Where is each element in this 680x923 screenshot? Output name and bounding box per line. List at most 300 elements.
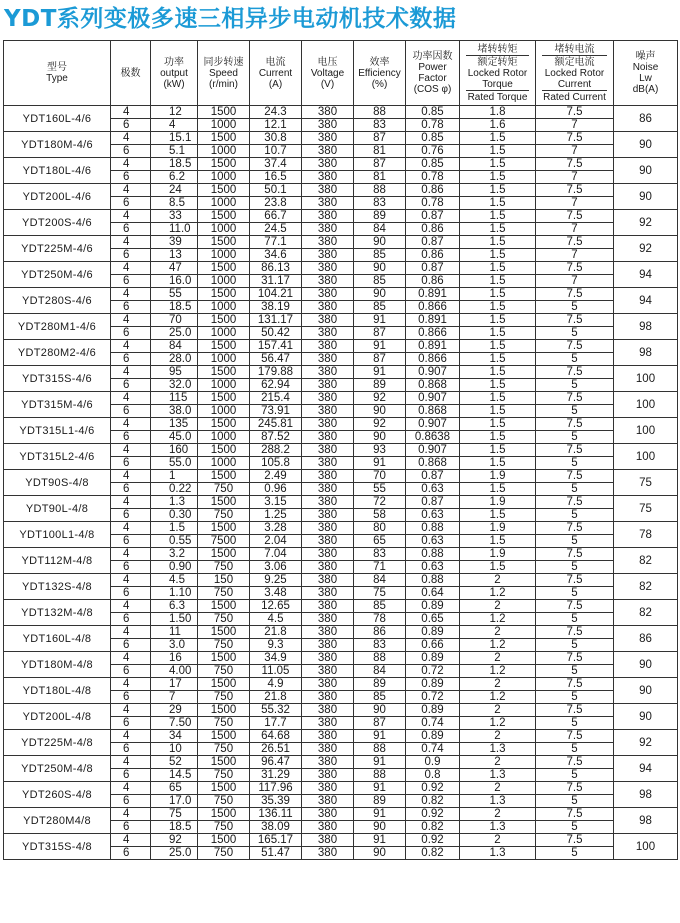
poles-cell: 4 (111, 210, 151, 223)
voltage-cell: 380 (302, 184, 354, 197)
current-ratio-cell: 7.5 (536, 678, 614, 691)
power-factor-cell: 0.89 (406, 600, 460, 613)
power-factor-cell: 0.64 (406, 587, 460, 600)
torque-ratio-cell: 2 (460, 652, 536, 665)
efficiency-cell: 91 (354, 340, 406, 353)
output-cell: 17.0 (151, 795, 198, 808)
poles-cell: 6 (111, 457, 151, 470)
voltage-cell: 380 (302, 769, 354, 782)
table-row (4, 808, 678, 821)
voltage-cell: 380 (302, 834, 354, 847)
torque-ratio-cell: 1.3 (460, 847, 536, 860)
speed-cell: 1500 (198, 106, 250, 119)
output-cell: 33 (151, 210, 198, 223)
power-factor-cell: 0.63 (406, 561, 460, 574)
current-cell: 73.91 (250, 405, 302, 418)
output-cell: 39 (151, 236, 198, 249)
power-factor-cell: 0.87 (406, 470, 460, 483)
torque-ratio-cell: 1.5 (460, 171, 536, 184)
current-cell: 34.6 (250, 249, 302, 262)
efficiency-cell: 90 (354, 236, 406, 249)
poles-cell: 4 (111, 236, 151, 249)
current-cell: 3.06 (250, 561, 302, 574)
poles-cell: 4 (111, 574, 151, 587)
column-header-zh: 堵转转矩 (466, 44, 529, 56)
table-row (4, 730, 678, 743)
current-cell: 2.49 (250, 470, 302, 483)
voltage-cell: 380 (302, 626, 354, 639)
current-cell: 165.17 (250, 834, 302, 847)
current-ratio-cell: 5 (536, 821, 614, 834)
column-header-en: (COS φ) (413, 84, 452, 95)
poles-cell: 4 (111, 132, 151, 145)
current-ratio-cell: 5 (536, 795, 614, 808)
power-factor-cell: 0.86 (406, 249, 460, 262)
efficiency-cell: 93 (354, 444, 406, 457)
column-header-zh: 电流 (265, 56, 286, 68)
current-cell: 3.48 (250, 587, 302, 600)
current-cell: 38.19 (250, 301, 302, 314)
current-ratio-cell: 7.5 (536, 808, 614, 821)
poles-cell: 6 (111, 431, 151, 444)
output-cell: 14.5 (151, 769, 198, 782)
power-factor-cell: 0.89 (406, 678, 460, 691)
power-factor-cell: 0.86 (406, 275, 460, 288)
speed-cell: 1000 (198, 197, 250, 210)
page-title: YDT系列变极多速三相异步电动机技术数据 (4, 6, 457, 32)
speed-cell: 1500 (198, 496, 250, 509)
column-header-zh: 极数 (120, 67, 141, 79)
motor-spec-table (3, 40, 678, 860)
motor-type-cell: YDT315L2-4/6 (4, 444, 111, 470)
output-cell: 84 (151, 340, 198, 353)
speed-cell: 1000 (198, 171, 250, 184)
speed-cell: 1500 (198, 808, 250, 821)
poles-cell: 4 (111, 678, 151, 691)
column-header-en: Current (258, 67, 293, 79)
voltage-cell: 380 (302, 587, 354, 600)
output-cell: 0.30 (151, 509, 198, 522)
voltage-cell: 380 (302, 392, 354, 405)
table-row (4, 418, 678, 431)
column-header-zh: 型号 (47, 62, 67, 73)
speed-cell: 1500 (198, 704, 250, 717)
output-cell: 34 (151, 730, 198, 743)
output-cell: 0.90 (151, 561, 198, 574)
torque-ratio-cell: 1.9 (460, 496, 536, 509)
table-row (4, 652, 678, 665)
noise-cell: 98 (614, 782, 678, 808)
poles-cell: 4 (111, 548, 151, 561)
voltage-cell: 380 (302, 444, 354, 457)
motor-type-cell: YDT315L1-4/6 (4, 418, 111, 444)
poles-cell: 4 (111, 756, 151, 769)
output-cell: 47 (151, 262, 198, 275)
output-cell: 6.2 (151, 171, 198, 184)
speed-cell: 1500 (198, 678, 250, 691)
noise-cell: 86 (614, 626, 678, 652)
noise-cell: 92 (614, 236, 678, 262)
table-row (4, 392, 678, 405)
current-ratio-cell: 7.5 (536, 158, 614, 171)
voltage-cell: 380 (302, 132, 354, 145)
output-cell: 25.0 (151, 327, 198, 340)
column-header-zh: 堵转电流 (542, 44, 607, 56)
column-header (460, 41, 536, 106)
column-header (250, 41, 302, 106)
power-factor-cell: 0.82 (406, 847, 460, 860)
column-header-zh: 效率 (369, 56, 390, 68)
motor-type-cell: YDT200L-4/8 (4, 704, 111, 730)
output-cell: 11.0 (151, 223, 198, 236)
table-row (4, 678, 678, 691)
speed-cell: 1000 (198, 353, 250, 366)
current-ratio-cell: 7.5 (536, 600, 614, 613)
voltage-cell: 380 (302, 366, 354, 379)
torque-ratio-cell: 1.5 (460, 249, 536, 262)
voltage-cell: 380 (302, 535, 354, 548)
efficiency-cell: 83 (354, 197, 406, 210)
poles-cell: 6 (111, 509, 151, 522)
current-ratio-cell: 7 (536, 275, 614, 288)
noise-cell: 98 (614, 340, 678, 366)
voltage-cell: 380 (302, 509, 354, 522)
current-cell: 104.21 (250, 288, 302, 301)
torque-ratio-cell: 1.5 (460, 561, 536, 574)
torque-ratio-cell: 1.2 (460, 639, 536, 652)
output-cell: 8.5 (151, 197, 198, 210)
output-cell: 4 (151, 119, 198, 132)
current-cell: 136.11 (250, 808, 302, 821)
torque-ratio-cell: 1.5 (460, 210, 536, 223)
noise-cell: 90 (614, 132, 678, 158)
current-cell: 50.1 (250, 184, 302, 197)
output-cell: 160 (151, 444, 198, 457)
power-factor-cell: 0.866 (406, 353, 460, 366)
current-ratio-cell: 7 (536, 197, 614, 210)
motor-type-cell: YDT132S-4/8 (4, 574, 111, 600)
column-header (111, 41, 151, 106)
current-ratio-cell: 5 (536, 535, 614, 548)
table-row (4, 366, 678, 379)
speed-cell: 750 (198, 665, 250, 678)
current-ratio-cell: 5 (536, 847, 614, 860)
table-row (4, 548, 678, 561)
motor-type-cell: YDT100L1-4/8 (4, 522, 111, 548)
table-row (4, 704, 678, 717)
power-factor-cell: 0.74 (406, 717, 460, 730)
current-cell: 0.96 (250, 483, 302, 496)
motor-type-cell: YDT280S-4/6 (4, 288, 111, 314)
current-ratio-cell: 7.5 (536, 340, 614, 353)
current-ratio-cell: 7.5 (536, 834, 614, 847)
speed-cell: 1500 (198, 262, 250, 275)
current-ratio-cell: 7.5 (536, 704, 614, 717)
output-cell: 10 (151, 743, 198, 756)
efficiency-cell: 87 (354, 158, 406, 171)
poles-cell: 6 (111, 249, 151, 262)
torque-ratio-cell: 1.3 (460, 743, 536, 756)
output-cell: 1.10 (151, 587, 198, 600)
output-cell: 28.0 (151, 353, 198, 366)
column-header-en: Locked Rotor (467, 67, 528, 79)
poles-cell: 4 (111, 158, 151, 171)
efficiency-cell: 91 (354, 808, 406, 821)
output-cell: 13 (151, 249, 198, 262)
current-ratio-cell: 7.5 (536, 288, 614, 301)
efficiency-cell: 87 (354, 717, 406, 730)
speed-cell: 1500 (198, 288, 250, 301)
power-factor-cell: 0.74 (406, 743, 460, 756)
torque-ratio-cell: 1.5 (460, 262, 536, 275)
current-ratio-cell: 5 (536, 665, 614, 678)
motor-type-cell: YDT225M-4/6 (4, 236, 111, 262)
current-ratio-cell: 7 (536, 145, 614, 158)
noise-cell: 86 (614, 106, 678, 132)
voltage-cell: 380 (302, 730, 354, 743)
output-cell: 1.50 (151, 613, 198, 626)
poles-cell: 4 (111, 184, 151, 197)
current-cell: 56.47 (250, 353, 302, 366)
voltage-cell: 380 (302, 197, 354, 210)
efficiency-cell: 90 (354, 704, 406, 717)
torque-ratio-cell: 2 (460, 730, 536, 743)
poles-cell: 4 (111, 106, 151, 119)
efficiency-cell: 90 (354, 288, 406, 301)
power-factor-cell: 0.88 (406, 548, 460, 561)
voltage-cell: 380 (302, 847, 354, 860)
torque-ratio-cell: 1.5 (460, 275, 536, 288)
motor-type-cell: YDT315M-4/6 (4, 392, 111, 418)
efficiency-cell: 72 (354, 496, 406, 509)
current-cell: 55.32 (250, 704, 302, 717)
efficiency-cell: 91 (354, 314, 406, 327)
torque-ratio-cell: 1.5 (460, 444, 536, 457)
speed-cell: 1500 (198, 210, 250, 223)
noise-cell: 75 (614, 470, 678, 496)
current-ratio-cell: 5 (536, 327, 614, 340)
torque-ratio-cell: 1.3 (460, 821, 536, 834)
voltage-cell: 380 (302, 223, 354, 236)
poles-cell: 6 (111, 665, 151, 678)
torque-ratio-cell: 1.8 (460, 106, 536, 119)
poles-cell: 6 (111, 301, 151, 314)
power-factor-cell: 0.88 (406, 574, 460, 587)
poles-cell: 4 (111, 730, 151, 743)
table-row (4, 470, 678, 483)
noise-cell: 100 (614, 834, 678, 860)
output-cell: 4.5 (151, 574, 198, 587)
torque-ratio-cell: 1.2 (460, 665, 536, 678)
torque-ratio-cell: 1.5 (460, 327, 536, 340)
torque-ratio-cell: 2 (460, 704, 536, 717)
poles-cell: 4 (111, 626, 151, 639)
noise-cell: 92 (614, 210, 678, 236)
motor-type-cell: YDT280M1-4/6 (4, 314, 111, 340)
current-ratio-cell: 5 (536, 717, 614, 730)
column-header-zh-denominator: 额定转矩 (477, 56, 518, 68)
torque-ratio-cell: 2 (460, 782, 536, 795)
output-cell: 38.0 (151, 405, 198, 418)
speed-cell: 1500 (198, 236, 250, 249)
torque-ratio-cell: 1.5 (460, 483, 536, 496)
voltage-cell: 380 (302, 405, 354, 418)
voltage-cell: 380 (302, 665, 354, 678)
efficiency-cell: 85 (354, 275, 406, 288)
noise-cell: 82 (614, 600, 678, 626)
column-header-zh: 功率因数 (412, 51, 453, 62)
voltage-cell: 380 (302, 652, 354, 665)
poles-cell: 6 (111, 119, 151, 132)
speed-cell: 1500 (198, 158, 250, 171)
column-header (198, 41, 250, 106)
current-ratio-cell: 7.5 (536, 184, 614, 197)
column-header-en: Speed (209, 67, 238, 79)
voltage-cell: 380 (302, 483, 354, 496)
power-factor-cell: 0.72 (406, 691, 460, 704)
power-factor-cell: 0.82 (406, 795, 460, 808)
power-factor-cell: 0.82 (406, 821, 460, 834)
column-header-en: Noise (632, 62, 659, 73)
motor-type-cell: YDT200S-4/6 (4, 210, 111, 236)
speed-cell: 1000 (198, 145, 250, 158)
speed-cell: 1000 (198, 431, 250, 444)
current-cell: 215.4 (250, 392, 302, 405)
table-row (4, 262, 678, 275)
current-ratio-cell: 7.5 (536, 574, 614, 587)
current-cell: 64.68 (250, 730, 302, 743)
speed-cell: 1500 (198, 132, 250, 145)
table-row (4, 106, 678, 119)
torque-ratio-cell: 1.5 (460, 288, 536, 301)
voltage-cell: 380 (302, 717, 354, 730)
speed-cell: 1500 (198, 418, 250, 431)
speed-cell: 750 (198, 691, 250, 704)
voltage-cell: 380 (302, 236, 354, 249)
current-cell: 26.51 (250, 743, 302, 756)
column-header-en: Rated Torque (467, 91, 528, 103)
current-ratio-cell: 7 (536, 171, 614, 184)
poles-cell: 4 (111, 262, 151, 275)
output-cell: 1 (151, 470, 198, 483)
motor-type-cell: YDT180L-4/8 (4, 678, 111, 704)
efficiency-cell: 92 (354, 418, 406, 431)
poles-cell: 6 (111, 561, 151, 574)
current-ratio-cell: 5 (536, 431, 614, 444)
current-ratio-cell: 7.5 (536, 236, 614, 249)
poles-cell: 6 (111, 847, 151, 860)
speed-cell: 750 (198, 509, 250, 522)
efficiency-cell: 87 (354, 327, 406, 340)
speed-cell: 1500 (198, 184, 250, 197)
table-row (4, 236, 678, 249)
poles-cell: 6 (111, 795, 151, 808)
current-cell: 11.05 (250, 665, 302, 678)
current-cell: 21.8 (250, 691, 302, 704)
column-header (151, 41, 198, 106)
speed-cell: 750 (198, 561, 250, 574)
column-header-en: Efficiency (358, 67, 401, 79)
speed-cell: 750 (198, 613, 250, 626)
table-header (4, 41, 678, 106)
column-header-zh: 电压 (317, 56, 338, 68)
speed-cell: 750 (198, 847, 250, 860)
current-ratio-cell: 5 (536, 483, 614, 496)
efficiency-cell: 89 (354, 795, 406, 808)
voltage-cell: 380 (302, 613, 354, 626)
poles-cell: 4 (111, 288, 151, 301)
efficiency-cell: 78 (354, 613, 406, 626)
column-header (406, 41, 460, 106)
torque-ratio-cell: 1.5 (460, 431, 536, 444)
efficiency-cell: 75 (354, 587, 406, 600)
speed-cell: 750 (198, 821, 250, 834)
current-ratio-cell: 5 (536, 457, 614, 470)
torque-ratio-cell: 2 (460, 626, 536, 639)
speed-cell: 1000 (198, 119, 250, 132)
voltage-cell: 380 (302, 548, 354, 561)
current-ratio-cell: 5 (536, 301, 614, 314)
efficiency-cell: 55 (354, 483, 406, 496)
poles-cell: 6 (111, 535, 151, 548)
speed-cell: 750 (198, 795, 250, 808)
poles-cell: 4 (111, 366, 151, 379)
current-ratio-cell: 7.5 (536, 444, 614, 457)
current-ratio-cell: 7.5 (536, 626, 614, 639)
table-body (4, 106, 678, 860)
voltage-cell: 380 (302, 496, 354, 509)
current-cell: 51.47 (250, 847, 302, 860)
voltage-cell: 380 (302, 431, 354, 444)
efficiency-cell: 91 (354, 834, 406, 847)
output-cell: 29 (151, 704, 198, 717)
poles-cell: 4 (111, 392, 151, 405)
torque-ratio-cell: 1.5 (460, 145, 536, 158)
current-cell: 4.9 (250, 678, 302, 691)
poles-cell: 6 (111, 691, 151, 704)
efficiency-cell: 85 (354, 691, 406, 704)
voltage-cell: 380 (302, 795, 354, 808)
voltage-cell: 380 (302, 288, 354, 301)
efficiency-cell: 88 (354, 769, 406, 782)
power-factor-cell: 0.92 (406, 782, 460, 795)
column-header-en: (V) (320, 78, 335, 90)
speed-cell: 750 (198, 587, 250, 600)
power-factor-cell: 0.907 (406, 444, 460, 457)
speed-cell: 1500 (198, 340, 250, 353)
output-cell: 0.55 (151, 535, 198, 548)
output-cell: 25.0 (151, 847, 198, 860)
current-ratio-cell: 7 (536, 119, 614, 132)
power-factor-cell: 0.9 (406, 756, 460, 769)
efficiency-cell: 88 (354, 743, 406, 756)
power-factor-cell: 0.78 (406, 171, 460, 184)
current-ratio-cell: 7.5 (536, 392, 614, 405)
current-cell: 157.41 (250, 340, 302, 353)
power-factor-cell: 0.907 (406, 366, 460, 379)
motor-type-cell: YDT160L-4/6 (4, 106, 111, 132)
poles-cell: 4 (111, 340, 151, 353)
speed-cell: 1500 (198, 314, 250, 327)
voltage-cell: 380 (302, 691, 354, 704)
efficiency-cell: 71 (354, 561, 406, 574)
speed-cell: 1500 (198, 366, 250, 379)
current-ratio-cell: 5 (536, 587, 614, 600)
voltage-cell: 380 (302, 574, 354, 587)
poles-cell: 6 (111, 145, 151, 158)
torque-ratio-cell: 1.2 (460, 587, 536, 600)
motor-type-cell: YDT250M-4/8 (4, 756, 111, 782)
